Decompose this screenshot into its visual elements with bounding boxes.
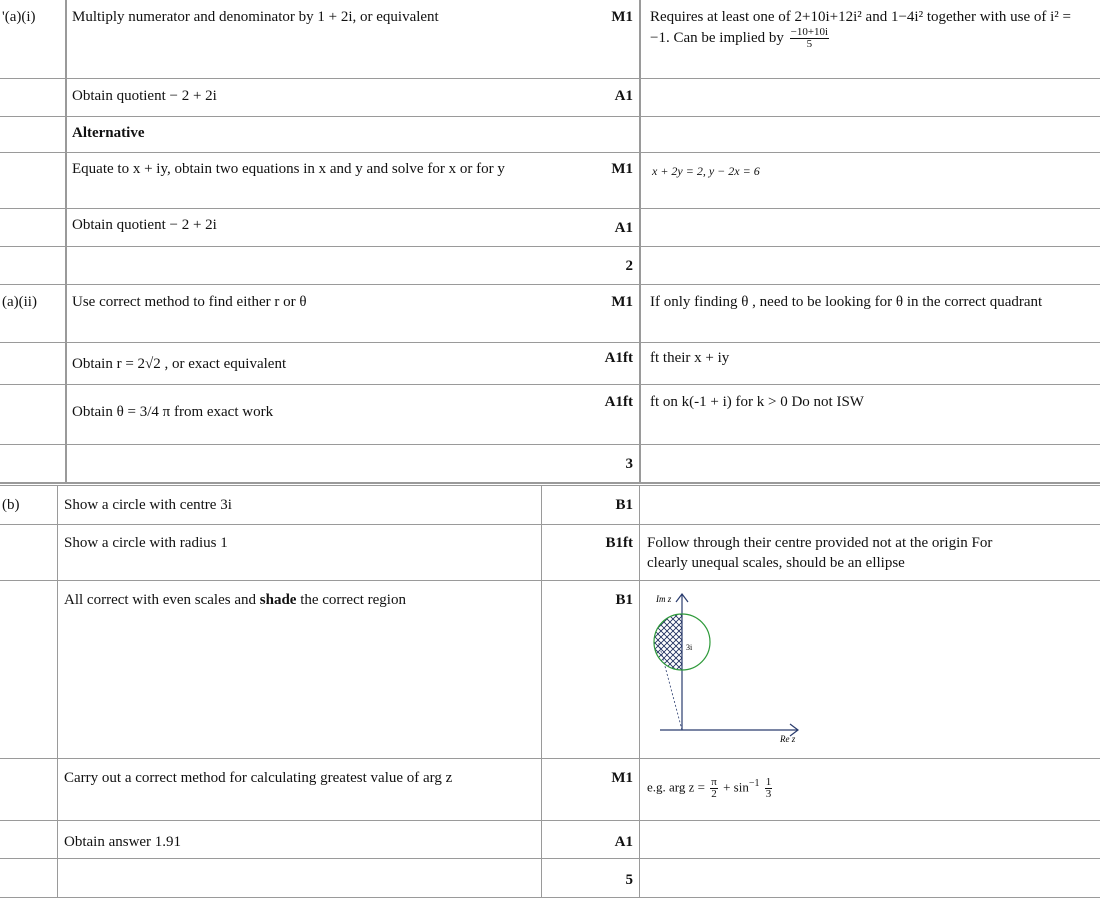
centre-label: 3i — [686, 643, 693, 652]
scheme-text: Show a circle with centre 3i — [58, 486, 542, 524]
re-label: Re z — [780, 734, 796, 744]
scheme-text: Obtain quotient − 2 + 2i — [72, 217, 217, 233]
scheme-text: Use correct method to find either r or θ — [72, 294, 307, 310]
mark: M1 — [575, 284, 640, 342]
scheme-text: Show a circle with radius 1 — [58, 524, 542, 580]
row-ai-total — [0, 246, 1100, 285]
row-ai-3 — [0, 116, 1100, 153]
row-ai-5 — [0, 208, 1100, 247]
row-ai-1 — [0, 0, 1100, 79]
row-b-3 — [0, 580, 1100, 759]
row-b-2 — [0, 524, 1100, 581]
im-label: Im z — [656, 594, 672, 604]
scheme-text: Obtain quotient − 2 + 2i — [72, 88, 217, 104]
mark: B1 — [542, 486, 640, 524]
mark: A1 — [575, 78, 640, 116]
mark: A1ft — [575, 384, 640, 444]
row-aii-total — [0, 444, 1100, 483]
scheme-text: Multiply numerator and denominator by 1 + 2i, or equivalent — [72, 9, 439, 25]
guidance: ft their x + iy — [650, 350, 730, 366]
alternative-heading: Alternative — [72, 125, 145, 141]
total-mark: 5 — [542, 858, 640, 897]
mark: M1 — [542, 758, 640, 820]
mark: M1 — [575, 0, 640, 78]
row-ai-4 — [0, 152, 1100, 209]
guidance-text: Requires at least one of 2+10i+12i² and 1−4i² together with use of i² = −1. Can be implied by — [650, 9, 1071, 46]
row-b-1 — [0, 486, 1100, 525]
guidance: If only finding θ , need to be looking for θ in the correct quadrant — [650, 294, 1043, 310]
argand-diagram — [640, 580, 840, 755]
row-b-4 — [0, 758, 1100, 821]
guidance: x + 2y = 2, y − 2x = 6 — [652, 164, 760, 178]
mark: A1 — [575, 208, 640, 246]
part-label: (a)(ii) — [0, 284, 66, 342]
part-label: (b) — [0, 486, 58, 524]
scheme-text — [66, 384, 640, 444]
theta-text: Obtain θ = 3/4 π from exact work — [72, 404, 274, 420]
scheme-text: Obtain r = 2√2 , or exact equivalent — [72, 356, 287, 372]
mark: B1ft — [542, 524, 640, 580]
row-aii-1 — [0, 284, 1100, 343]
mark: B1 — [542, 580, 640, 758]
total-mark: 2 — [575, 246, 640, 284]
row-ai-2 — [0, 78, 1100, 117]
row-aii-2 — [0, 342, 1100, 385]
mark: M1 — [575, 152, 640, 208]
argand-sketch — [640, 580, 1100, 758]
guidance: Follow through their centre provided not at the origin For clearly unequal scales, should be an ellipse — [647, 535, 993, 571]
total-mark: 3 — [575, 444, 640, 482]
row-b-5 — [0, 820, 1100, 859]
scheme-text: Carry out a correct method for calculating greatest value of arg z — [58, 758, 542, 820]
scheme-text: All correct with even scales and shade the correct region — [58, 580, 542, 758]
part-label: '(a)(i) — [0, 0, 66, 78]
guidance: e.g. arg z = $\frac{\pi}{2}$ + $\sin^{-1}$ $\frac{1}{3}$ — [647, 775, 772, 800]
mark: A1 — [542, 820, 640, 858]
mark: A1ft — [575, 342, 640, 384]
implied-fraction: $\frac{-10+10i}{5}$ — [790, 26, 829, 50]
row-b-total — [0, 858, 1100, 898]
scheme-text: Obtain answer 1.91 — [58, 820, 542, 858]
guidance: ft on k(-1 + i) for k > 0 Do not ISW — [650, 394, 864, 410]
row-aii-3 — [0, 384, 1100, 445]
guidance — [640, 0, 1100, 78]
scheme-text: Equate to x + iy, obtain two equations in x and y and solve for x or for y — [72, 161, 505, 177]
